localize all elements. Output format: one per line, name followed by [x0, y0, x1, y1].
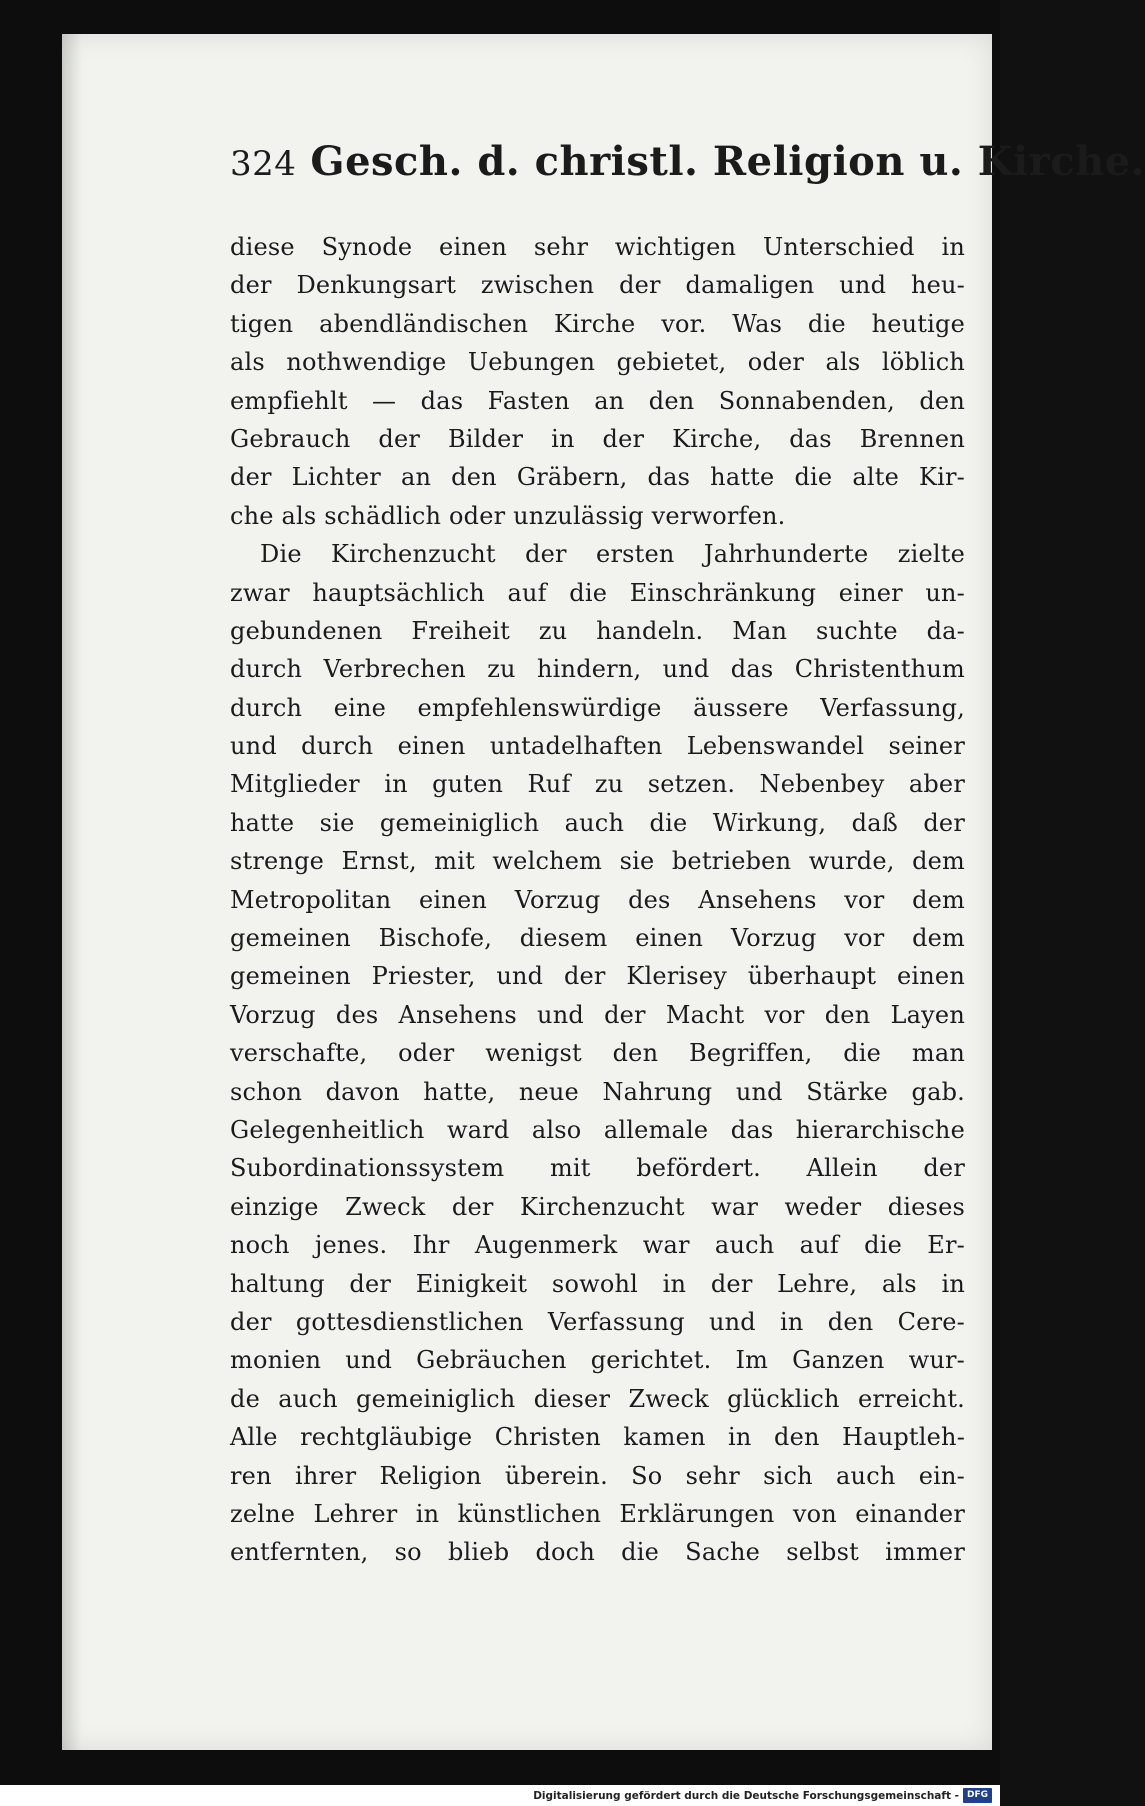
running-head	[230, 138, 1145, 218]
running-head-title: Gesch. d. christl. Religion u. Kirche.	[310, 138, 1145, 185]
text-line: durch Verbrechen zu hindern, und das Christenthum	[230, 655, 965, 684]
text-line: Mitglieder in guten Ruf zu setzen. Nebenbey aber	[230, 770, 965, 799]
text-line: empfiehlt — das Fasten an den Sonnabenden, den	[230, 386, 965, 415]
text-line: entfernten, so blieb doch die Sache selbst immer	[230, 1538, 965, 1567]
text-line: haltung der Einigkeit sowohl in der Lehre, als in	[230, 1269, 965, 1298]
paragraph-start-line: Die Kirchenzucht der ersten Jahrhunderte zielte	[260, 540, 965, 569]
page-number: 324	[230, 144, 297, 184]
text-line: de auch gemeiniglich dieser Zweck glücklich erreicht.	[230, 1384, 965, 1413]
text-line: zelne Lehrer in künstlichen Erklärungen von einander	[230, 1499, 965, 1528]
text-line: Subordinationssystem mit befördert. Allein der	[230, 1154, 965, 1183]
text-line: hatte sie gemeiniglich auch die Wirkung, daß der	[230, 808, 965, 837]
text-line: ren ihrer Religion überein. So sehr sich auch ein-	[230, 1461, 965, 1490]
text-line: durch eine empfehlenswürdige äussere Verfassung,	[230, 693, 965, 722]
text-line: Gebrauch der Bilder in der Kirche, das Brennen	[230, 424, 965, 453]
text-line: der Lichter an den Gräbern, das hatte die alte Kir-	[230, 463, 965, 492]
text-line: der Denkungsart zwischen der damaligen und heu-	[230, 271, 965, 300]
text-line: der gottesdienstlichen Verfassung und in den Cere-	[230, 1307, 965, 1336]
text-line: che als schädlich oder unzulässig verworfen.	[230, 501, 786, 530]
text-line: verschafte, oder wenigst den Begriffen, die man	[230, 1039, 965, 1068]
text-line: noch jenes. Ihr Augenmerk war auch auf die Er-	[230, 1231, 965, 1260]
text-line: gemeinen Priester, und der Klerisey überhaupt einen	[230, 962, 965, 991]
text-line: Metropolitan einen Vorzug des Ansehens vor dem	[230, 885, 965, 914]
text-line: tigen abendländischen Kirche vor. Was die heutige	[230, 309, 965, 338]
text-line: monien und Gebräuchen gerichtet. Im Ganzen wur-	[230, 1346, 965, 1375]
text-line: gebundenen Freiheit zu handeln. Man suchte da-	[230, 616, 965, 645]
text-line: Vorzug des Ansehens und der Macht vor den Layen	[230, 1000, 965, 1029]
text-line: Alle rechtgläubige Christen kamen in den Hauptleh-	[230, 1423, 965, 1452]
text-line: strenge Ernst, mit welchem sie betrieben wurde, dem	[230, 847, 965, 876]
text-line: und durch einen untadelhaften Lebenswandel seiner	[230, 732, 965, 761]
digitization-footer	[0, 1785, 1000, 1806]
text-line: schon davon hatte, neue Nahrung und Stärke gab.	[230, 1077, 965, 1106]
text-line: Gelegenheitlich ward also allemale das hierarchische	[230, 1115, 965, 1144]
funding-notice: Digitalisierung gefördert durch die Deutsche Forschungsgemeinschaft -	[533, 1789, 959, 1802]
page-content	[230, 138, 1145, 1572]
dfg-logo: DFG	[963, 1788, 992, 1803]
text-line: einzige Zweck der Kirchenzucht war weder dieses	[230, 1192, 965, 1221]
text-line: als nothwendige Uebungen gebietet, oder als löblich	[230, 348, 965, 377]
text-line: zwar hauptsächlich auf die Einschränkung einer un-	[230, 578, 965, 607]
text-line: diese Synode einen sehr wichtigen Unterschied in	[230, 233, 965, 261]
body-text	[230, 228, 965, 1572]
text-line: gemeinen Bischofe, diesem einen Vorzug vor dem	[230, 924, 965, 953]
